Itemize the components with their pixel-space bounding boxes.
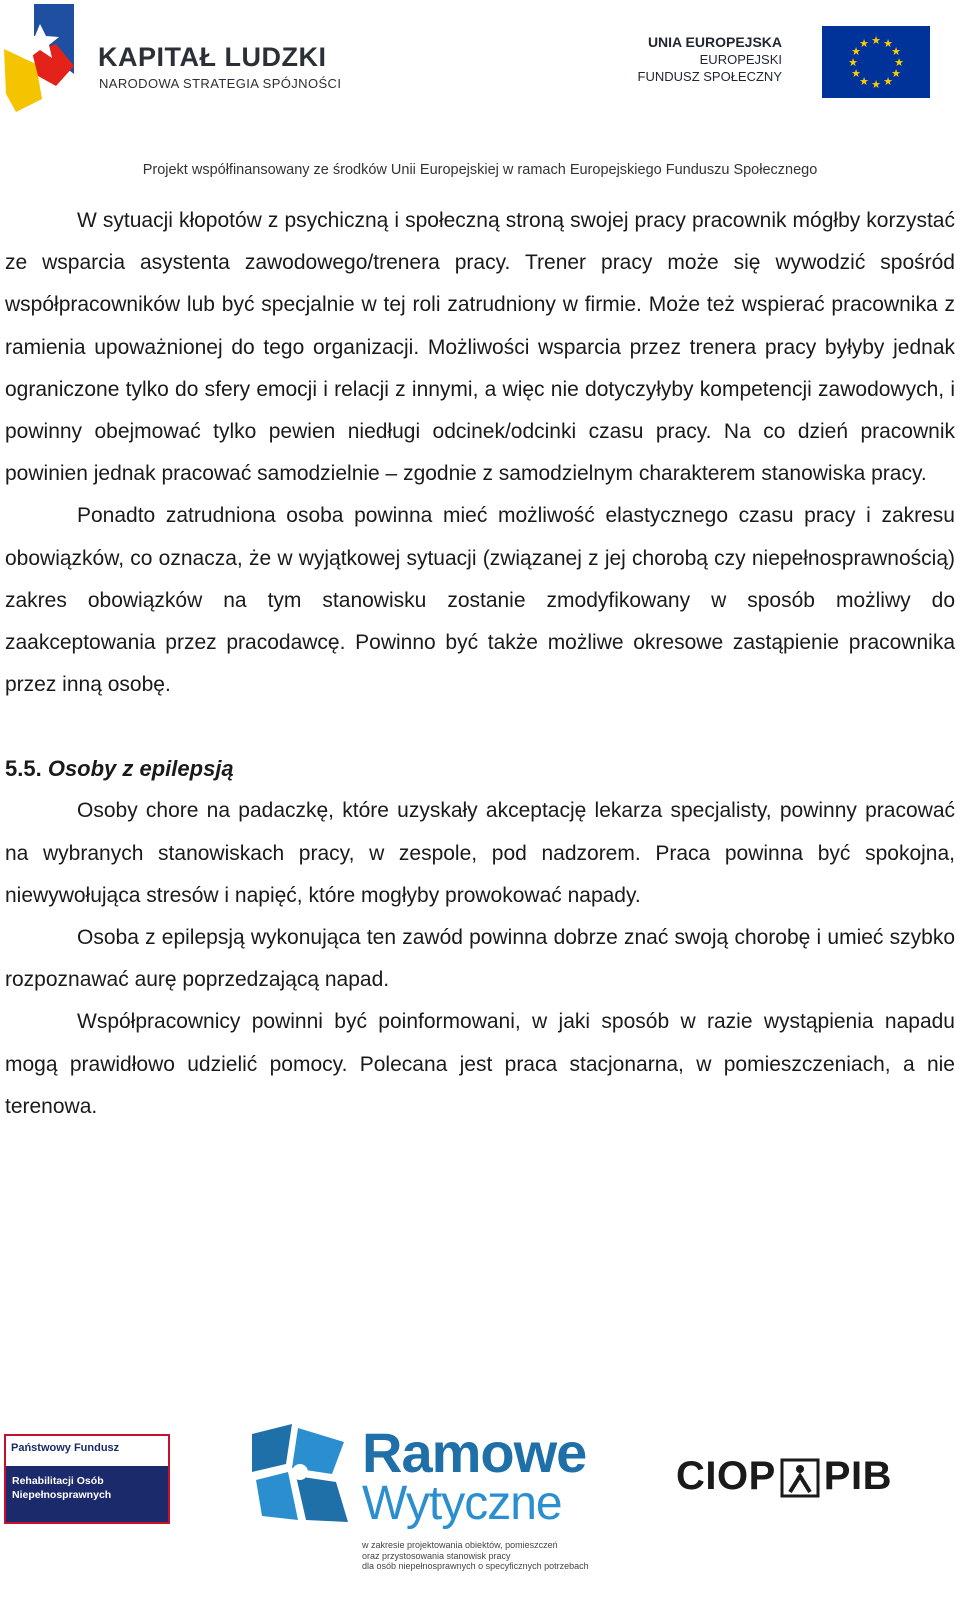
kapital-ludzki-subtitle: NARODOWA STRATEGIA SPÓJNOŚCI <box>99 76 342 91</box>
rw-caption-line-3: dla osób niepełnosprawnych o specyficznych potrzebach <box>362 1561 589 1571</box>
wytyczne-title: Wytyczne <box>362 1477 562 1530</box>
svg-text:★: ★ <box>891 67 901 80</box>
document-body <box>5 200 955 1128</box>
pfron-logo <box>4 1434 170 1524</box>
pfron-line-1: Państwowy Fundusz <box>11 1442 120 1454</box>
eu-line-1: UNIA EUROPEJSKA <box>647 34 782 50</box>
svg-text:★: ★ <box>851 67 861 80</box>
pfron-logo-top <box>6 1436 168 1466</box>
ramowe-wytyczne-caption <box>362 1540 612 1572</box>
project-cofinancing-note: Projekt współfinansowany ze środków Unii Europejskiej w ramach Europejskiego Funduszu Społecznego <box>142 162 818 178</box>
section-number: 5.5. <box>5 756 42 782</box>
svg-text:★: ★ <box>859 75 869 88</box>
rw-caption-line-2: oraz przystosowania stanowisk pracy <box>362 1550 511 1561</box>
pfron-line-3: Niepełnosprawnych <box>12 1489 112 1501</box>
ramowe-wytyczne-logo-icon <box>252 1424 352 1524</box>
section-heading <box>5 748 955 790</box>
svg-text:★: ★ <box>859 37 869 50</box>
paragraph-4: Osoba z epilepsją wykonująca ten zawód powinna dobrze znać swoją chorobę i umieć szybko rozpoznawać aurę poprzedzającą napad. <box>5 926 955 992</box>
pfron-logo-bottom <box>6 1466 168 1522</box>
svg-text:★: ★ <box>848 56 858 69</box>
paragraph-1: W sytuacji kłopotów z psychiczną i społeczną stroną swojej pracy pracownik mógłby korzystać ze wsparcia asystenta zawodowego/trenera pracy. Trener pracy może się wywodzić spośród współpracowników lub być specjalnie w tej roli zatrudniony w firmie. Może też wspierać pracownika z ramienia upoważnionej do tego organizacji. Możliwości wsparcia przez trenera pracy byłyby jednak ograniczone tylko do sfery emocji i relacji z innymi, a więc nie dotyczyłyby kompetencji zawodowych, i powinny obejmować tylko pewien niedługi odcinek/odcinki czasu pracy. Na co dzień pracownik powinien jednak pracować samodzielnie – zgodnie z samodzielnym charakterem stanowiska pracy. <box>5 209 955 486</box>
ramowe-title: Ramowe <box>362 1421 587 1484</box>
svg-text:★: ★ <box>851 45 861 58</box>
svg-text:★: ★ <box>871 78 881 91</box>
pib-text: PIB <box>823 1454 892 1498</box>
page-header <box>0 0 960 190</box>
eu-text-block <box>638 34 782 85</box>
ciop-text: CIOP <box>676 1454 776 1498</box>
svg-text:★: ★ <box>883 75 893 88</box>
svg-text:★: ★ <box>894 56 904 69</box>
svg-text:★: ★ <box>891 45 901 58</box>
ciop-pib-logo <box>676 1454 892 1499</box>
section-title: Osoby z epilepsją <box>47 756 234 782</box>
svg-text:★: ★ <box>871 34 881 47</box>
paragraph-2: Ponadto zatrudniona osoba powinna mieć możliwość elastycznego czasu pracy i zakresu obowiązków, co oznacza, że w wyjątkowej sytuacji (związanej z jej chorobą czy niepełnosprawnością) zakres obowiązków na tym stanowisku zostanie zmodyfikowany w sposób możliwy do zaakceptowania przez pracodawcę. Powinno być także możliwe okresowe zastąpienie pracownika przez inną osobę. <box>5 504 955 697</box>
eu-flag-icon <box>822 26 930 98</box>
eu-line-2: EUROPEJSKI <box>699 52 782 67</box>
pfron-line-2: Rehabilitacji Osób <box>12 1475 104 1487</box>
paragraph-5: Współpracownicy powinni być poinformowani, w jaki sposób w razie wystąpienia napadu mogą prawidłowo udzielić pomocy. Polecana jest praca stacjonarna, w pomieszczeniach, a nie terenowa. <box>5 1010 955 1118</box>
rw-caption-line-1: w zakresie projektowania obiektów, pomieszczeń <box>362 1540 558 1550</box>
kapital-ludzki-title: KAPITAŁ LUDZKI <box>98 42 327 72</box>
eu-line-3: FUNDUSZ SPOŁECZNY <box>637 69 782 84</box>
ciop-person-icon <box>780 1458 820 1498</box>
paragraph-3: Osoby chore na padaczkę, które uzyskały akceptację lekarza specjalisty, powinny pracować na wybranych stanowiskach pracy, w zespole, pod nadzorem. Praca powinna być spokojna, niewywołująca stresów i napięć, które mogłyby prowokować napady. <box>5 799 955 907</box>
svg-text:★: ★ <box>883 37 893 50</box>
kapital-ludzki-logo-icon <box>4 4 84 114</box>
